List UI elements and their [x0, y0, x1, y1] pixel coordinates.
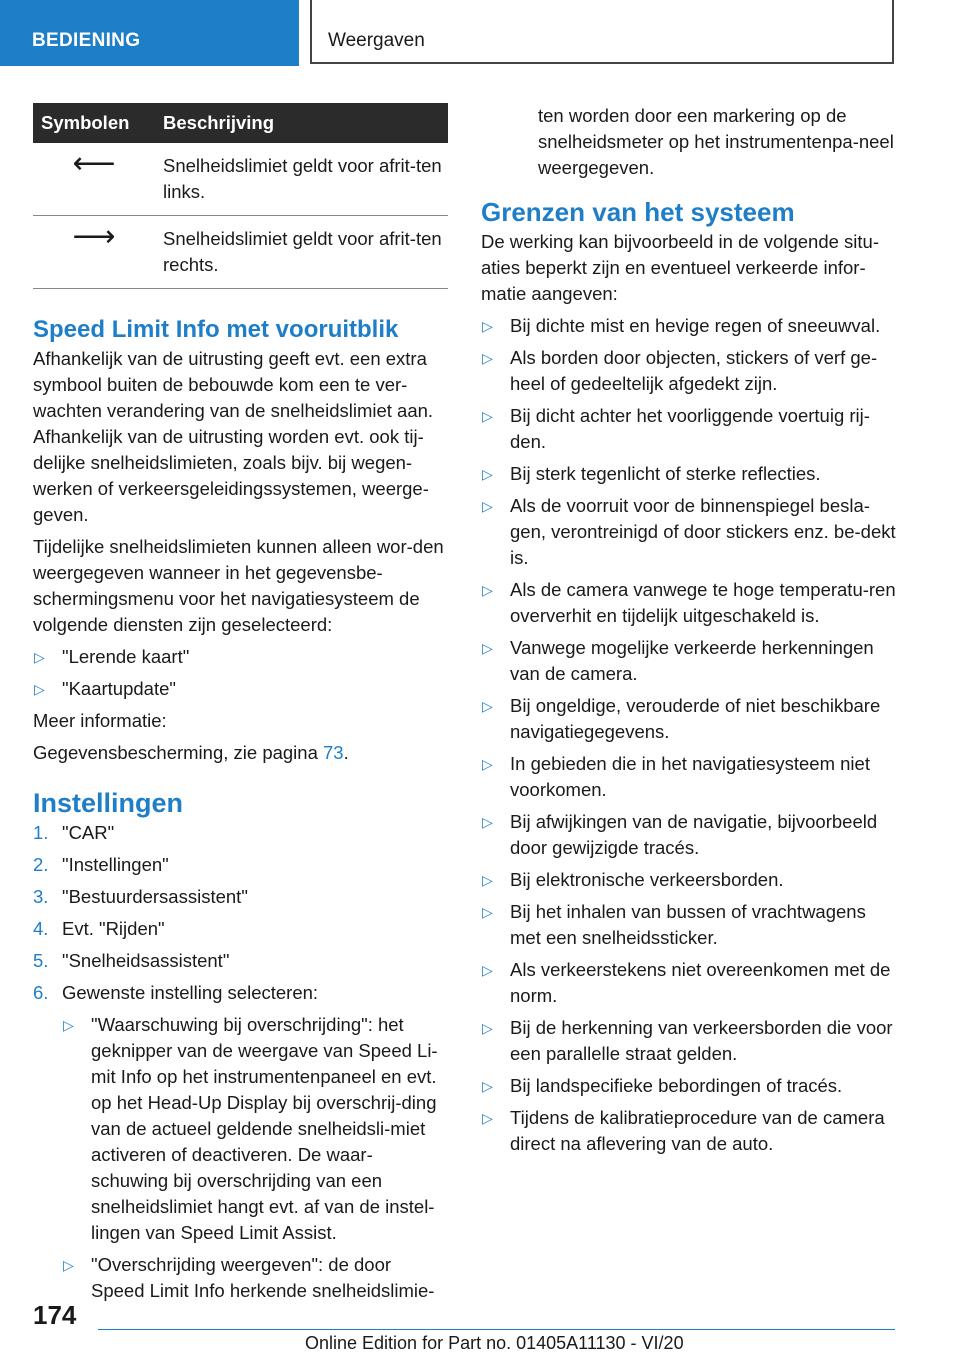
table-row	[33, 143, 448, 216]
triangle-bullet-icon: ▷	[482, 904, 493, 920]
list-item	[481, 867, 896, 893]
edition-footer: Online Edition for Part no. 01405A11130 - VI/20	[305, 1333, 684, 1353]
list-item-text: Bij elektronische verkeersborden.	[510, 869, 784, 890]
speed-limit-heading: Speed Limit Info met vooruitblik	[33, 316, 399, 343]
sub-list-item	[62, 1012, 448, 1246]
table-cell-description: Snelheidslimiet geldt voor afrit-ten links.	[155, 143, 448, 216]
symbols-table	[33, 103, 448, 289]
triangle-bullet-icon: ▷	[482, 1078, 493, 1094]
system-limits-heading: Grenzen van het systeem	[481, 197, 795, 227]
triangle-bullet-icon: ▷	[63, 1257, 74, 1273]
paragraph: Meer informatie:	[33, 710, 167, 731]
list-item	[481, 313, 896, 339]
triangle-bullet-icon: ▷	[482, 1110, 493, 1126]
continued-paragraph: ten worden door een markering op de snelheidsmeter op het instrumentenpa-neel weergegeven.	[538, 105, 894, 178]
list-item-text: Bij dichte mist en hevige regen of sneeuwval.	[510, 315, 881, 336]
col-header-symbols: Symbolen	[33, 103, 155, 143]
list-item	[33, 676, 448, 702]
list-item	[33, 644, 448, 670]
list-item	[481, 957, 896, 1009]
list-item	[481, 693, 896, 745]
triangle-bullet-icon: ▷	[482, 350, 493, 366]
step-item	[33, 916, 448, 942]
step-item	[33, 852, 448, 878]
list-item	[481, 345, 896, 397]
list-item	[481, 1015, 896, 1067]
step-item	[33, 948, 448, 974]
step-text: Evt. "Rijden"	[62, 918, 165, 939]
list-item-text: Als de camera vanwege te hoge temperatu-ren oververhit en tijdelijk uitgeschakeld is.	[510, 579, 896, 626]
sub-list-item-text: "Overschrijding weergeven": de door Speed Limit Info herkende snelheidslimie-	[91, 1254, 435, 1301]
arrow-right-icon: ⟶	[33, 216, 155, 289]
step-text: Gewenste instelling selecteren:	[62, 982, 319, 1003]
triangle-bullet-icon: ▷	[482, 756, 493, 772]
list-item	[481, 461, 896, 487]
paragraph: De werking kan bijvoorbeeld in de volgende situ-aties beperkt zijn en eventueel verkeerde infor-matie aangeven:	[481, 231, 879, 304]
list-item	[481, 1073, 896, 1099]
reference	[33, 740, 448, 766]
list-item	[481, 1105, 896, 1157]
page-number: 174	[33, 1300, 77, 1330]
step-number: 2.	[33, 854, 49, 875]
paragraph: Tijdelijke snelheidslimieten kunnen alleen wor-den weergegeven wanneer in het gegevensbe-schermingsmenu voor het navigatiesysteem de volgende diensten zijn geselecteerd:	[33, 536, 444, 635]
table-cell-description: Snelheidslimiet geldt voor afrit-ten rechts.	[155, 216, 448, 289]
page-link[interactable]: 73	[323, 742, 344, 763]
settings-heading: Instellingen	[33, 788, 184, 818]
list-item-text: Tijdens de kalibratieprocedure van de camera direct na aflevering van de auto.	[510, 1107, 885, 1154]
triangle-bullet-icon: ▷	[482, 582, 493, 598]
triangle-bullet-icon: ▷	[482, 466, 493, 482]
table-header-row	[33, 103, 448, 143]
right-column	[481, 103, 896, 1163]
triangle-bullet-icon: ▷	[482, 814, 493, 830]
list-item	[481, 751, 896, 803]
triangle-bullet-icon: ▷	[34, 649, 45, 665]
triangle-bullet-icon: ▷	[482, 962, 493, 978]
step-item	[33, 820, 448, 846]
triangle-bullet-icon: ▷	[482, 640, 493, 656]
list-item-text: Bij landspecifieke bebordingen of tracés.	[510, 1075, 843, 1096]
step-number: 5.	[33, 950, 49, 971]
list-item-text: Bij de herkenning van verkeersborden die voor een parallelle straat gelden.	[510, 1017, 893, 1064]
paragraph: Afhankelijk van de uitrusting geeft evt. een extra symbool buiten de bebouwde kom een te ver-wachten verandering van de snelheidslimiet aan. Afhankelijk van de uitrusting worden evt. ook tij-delijke snelheidslimieten, zoals bijv. bij wegen-werken of verkeersgeleidingssystemen, weerge-geven.	[33, 348, 434, 525]
step-number: 6.	[33, 982, 49, 1003]
list-item-text: Vanwege mogelijke verkeerde herkenningen van de camera.	[510, 637, 874, 684]
list-item	[481, 899, 896, 951]
triangle-bullet-icon: ▷	[482, 318, 493, 334]
step-number: 1.	[33, 822, 49, 843]
step-text: "Instellingen"	[62, 854, 169, 875]
list-item-text: Als de voorruit voor de binnenspiegel besla-gen, verontreinigd of door stickers enz. be-dekt is.	[510, 495, 896, 568]
list-item	[481, 493, 896, 571]
triangle-bullet-icon: ▷	[482, 698, 493, 714]
sub-list-item-text: "Waarschuwing bij overschrijding": het geknipper van de weergave van Speed Li-mit Info op het instrumentenpaneel en evt. op het Head-Up Display bij overschrij-ding van de actueel geldende snelheidsli-miet activeren of deactiveren. De waar-schuwing bij overschrijding van een snelheidslimiet hangt evt. af van de instel-lingen van Speed Limit Assist.	[91, 1014, 438, 1243]
step-item	[33, 884, 448, 910]
list-item-text: Als verkeerstekens niet overeenkomen met de norm.	[510, 959, 891, 1006]
step-text: "CAR"	[62, 822, 115, 843]
page-header	[0, 0, 960, 66]
list-item-text: In gebieden die in het navigatiesysteem niet voorkomen.	[510, 753, 870, 800]
step-text: "Snelheidsassistent"	[62, 950, 230, 971]
list-item-text: "Lerende kaart"	[62, 646, 190, 667]
list-item-text: Bij dicht achter het voorliggende voertuig rij-den.	[510, 405, 870, 452]
reference-end: .	[343, 742, 349, 763]
chapter-title: Weergaven	[328, 30, 425, 51]
chapter-box	[310, 0, 894, 64]
triangle-bullet-icon: ▷	[482, 498, 493, 514]
triangle-bullet-icon: ▷	[482, 408, 493, 424]
step-number: 3.	[33, 886, 49, 907]
list-item-text: "Kaartupdate"	[62, 678, 176, 699]
section-title: BEDIENING	[32, 30, 141, 51]
left-column	[33, 103, 448, 1310]
table-row	[33, 216, 448, 289]
triangle-bullet-icon: ▷	[482, 1020, 493, 1036]
arrow-left-icon: ⟵	[33, 143, 155, 216]
triangle-bullet-icon: ▷	[63, 1017, 74, 1033]
list-item	[481, 403, 896, 455]
step-item	[33, 980, 448, 1304]
footer-divider	[98, 1329, 895, 1330]
limits-list	[481, 313, 896, 1157]
list-item-text: Bij ongeldige, verouderde of niet beschikbare navigatiegegevens.	[510, 695, 881, 742]
sub-list-item	[62, 1252, 448, 1304]
step-number: 4.	[33, 918, 49, 939]
list-item-text: Als borden door objecten, stickers of verf ge-heel of gedeeltelijk afgedekt zijn.	[510, 347, 878, 394]
section-tab	[0, 0, 299, 66]
triangle-bullet-icon: ▷	[34, 681, 45, 697]
list-item	[481, 809, 896, 861]
list-item-text: Bij afwijkingen van de navigatie, bijvoorbeeld door gewijzigde tracés.	[510, 811, 878, 858]
list-item	[481, 635, 896, 687]
reference-text: Gegevensbescherming, zie pagina	[33, 742, 324, 763]
step-text: "Bestuurdersassistent"	[62, 886, 248, 907]
list-item-text: Bij sterk tegenlicht of sterke reflecties.	[510, 463, 821, 484]
col-header-description: Beschrijving	[155, 103, 448, 143]
triangle-bullet-icon: ▷	[482, 872, 493, 888]
list-item-text: Bij het inhalen van bussen of vrachtwagens met een snelheidssticker.	[510, 901, 866, 948]
list-item	[481, 577, 896, 629]
